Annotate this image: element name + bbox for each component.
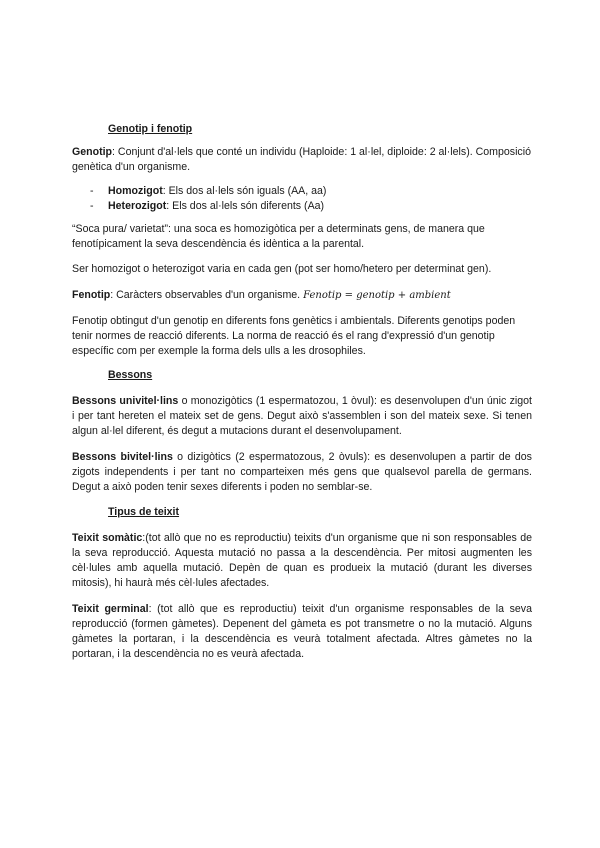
paragraph-teixit-somatic [72, 531, 532, 591]
term-homozigot: Homozigot [108, 185, 163, 197]
term-teixit-germinal: Teixit germinal [72, 603, 149, 615]
bullet-heterozigot [108, 199, 528, 214]
paragraph-bivitel-lins [72, 450, 532, 495]
term-heterozigot: Heterozigot [108, 200, 167, 212]
fenotip-formula: Fenotip = genotip + ambient [303, 290, 451, 301]
bivitel-lins-text: o dizigòtics (2 espermatozous, 2 òvuls): es desenvolupen a partir de dos zigots independents i per tant no comparteixen més gens que qualsevol parella de germans. Degut a això poden tenir sexes diferents i poden no semblar-se. [72, 451, 532, 493]
paragraph-fenotip [72, 288, 532, 303]
univitel-lins-text: o monozigòtics (1 espermatozou, 1 òvul): es desenvolupen d'un únic zigot i per tant hereten el mateix set de gens. Degut això s'assemblen i son del mateix sexe. Si tenen algun al·lel diferent, és degut a mutacions durant el desenvolupament. [72, 395, 532, 437]
bullet-homozigot [108, 184, 528, 199]
homozigot-definition: : Els dos al·lels són iguals (AA, aa) [162, 185, 327, 197]
teixit-germinal-text: : (tot allò que es reproductiu) teixit d'un organisme responsables de la seva reproducció (formen gàmetes). Depenent del gàmeta es pot transmetre o no la mutació. Alguns gàmetes la portaran, i la descendència es veurà totalment afectada. Altres gàmetes no la portaran, i la descendència no es veurà afectada. [72, 603, 532, 660]
paragraph-fenotip-reaccio: Fenotip obtingut d'un genotip en diferents fons genètics i ambientals. Diferents genotips poden tenir normes de reacció diferents. La norma de reacció és el rang d'expressió d'un genotip específic com per exemple la forma dels ulls a les drosophiles. [72, 315, 516, 357]
section-title-tipus-teixit: Tipus de teixit [108, 506, 180, 518]
fenotip-definition: : Caràcters observables d'un organisme. [110, 289, 304, 301]
genotip-definition: : Conjunt d'al·lels que conté un individu (Haploide: 1 al·lel, diploide: 2 al·lels). Composició genètica d'un organisme. [72, 146, 531, 173]
paragraph-homo-hetero: Ser homozigot o heterozigot varia en cada gen (pot ser homo/hetero per determinat gen). [72, 263, 492, 275]
section-title-bessons: Bessons [108, 369, 153, 381]
term-teixit-somatic: Teixit somàtic [72, 532, 143, 544]
term-fenotip: Fenotip [72, 289, 111, 301]
paragraph-soca-pura: “Soca pura/ varietat”: una soca es homozigòtica per a determinats gens, de manera que fenotípicament la seva descendència és idèntica a la parental. [72, 223, 485, 250]
teixit-somatic-text: :(tot allò que no es reproductiu) teixits d'un organisme que ni son responsables de la seva reproducció. Aquesta mutació no passa a la descendència. Per mitosi augmenten les cèl·lules amb aquella mutació. Depèn de quan es produeix la mutació (durant les diverses mitosis), hi haurà més cèl·lules afectades. [72, 532, 532, 589]
bullet-marker-heterozigot: - [90, 200, 94, 212]
term-genotip: Genotip [72, 146, 113, 158]
heterozigot-definition: : Els dos al·lels són diferents (Aa) [166, 200, 325, 212]
section-title-genotip-fenotip: Genotip i fenotip [108, 123, 193, 135]
paragraph-genotip [72, 145, 532, 175]
term-bivitel-lins: Bessons bivitel·lins [72, 451, 173, 463]
term-univitel-lins: Bessons univitel·lins [72, 395, 179, 407]
bullet-marker-homozigot: - [90, 185, 94, 197]
paragraph-univitel-lins [72, 394, 532, 439]
paragraph-teixit-germinal [72, 602, 532, 662]
